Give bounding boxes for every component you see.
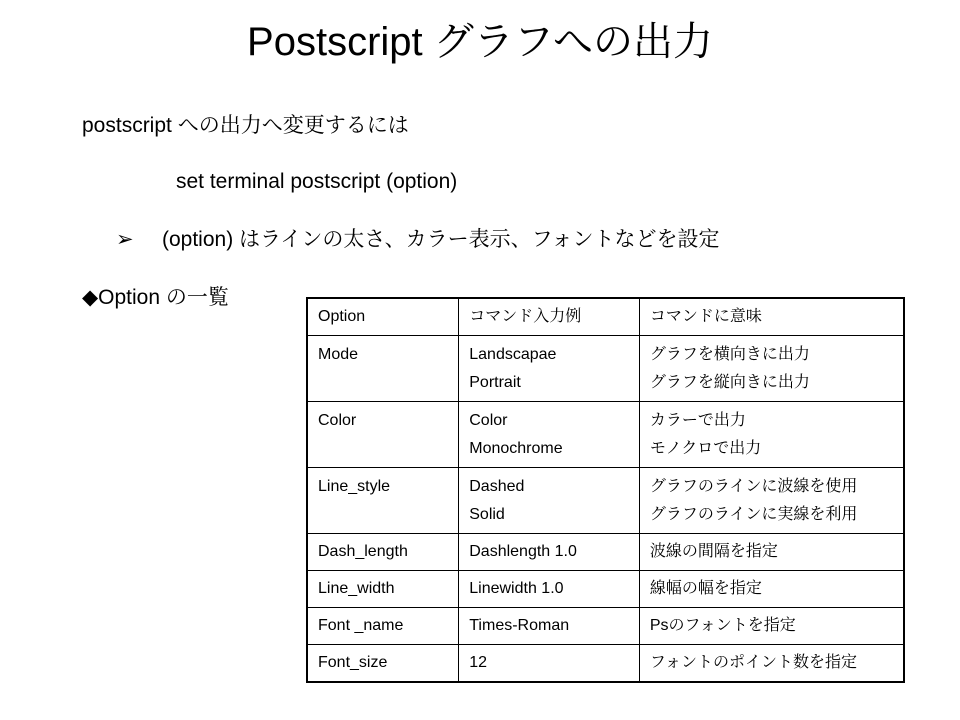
table-row [307, 645, 904, 683]
example-line: Monochrome [469, 440, 563, 457]
meaning-cell [639, 336, 904, 402]
table-row [307, 571, 904, 608]
table-row [307, 336, 904, 402]
example-cell: Times-Roman [459, 608, 640, 645]
meaning-line: グラフを縦向きに出力 [649, 374, 810, 391]
option-cell: Font_size [307, 645, 459, 683]
example-cell: Linewidth 1.0 [459, 571, 640, 608]
option-table [306, 297, 905, 683]
meaning-cell [639, 468, 904, 534]
table-row [307, 402, 904, 468]
table-header-row [307, 298, 904, 336]
meaning-cell: 線幅の幅を指定 [639, 571, 904, 608]
example-line: Portrait [469, 374, 521, 391]
meaning-cell: 波線の間隔を指定 [639, 534, 904, 571]
example-line: Dashed [469, 478, 525, 495]
arrow-bullet-icon: ➢ [116, 228, 134, 251]
meaning-line: グラフを横向きに出力 [649, 346, 810, 363]
meaning-line: グラフのラインに波線を使用 [649, 478, 858, 495]
table-row [307, 468, 904, 534]
example-line: Solid [469, 506, 505, 523]
option-cell: Line_style [307, 468, 459, 534]
table-row [307, 534, 904, 571]
header-cell-option: Option [307, 298, 459, 336]
example-cell [459, 468, 640, 534]
option-cell: Dash_length [307, 534, 459, 571]
bullet-text: (option) はラインの太さ、カラー表示、フォントなどを設定 [162, 228, 720, 251]
intro-text: postscript への出力へ変更するには [82, 114, 409, 137]
example-cell: Dashlength 1.0 [459, 534, 640, 571]
bullet-item [116, 226, 720, 254]
meaning-cell: Psのフォントを指定 [639, 608, 904, 645]
table-row [307, 608, 904, 645]
command-example: set terminal postscript (option) [176, 170, 458, 193]
meaning-line: グラフのラインに実線を利用 [649, 506, 858, 523]
header-cell-meaning: コマンドに意味 [639, 298, 904, 336]
example-cell [459, 402, 640, 468]
meaning-cell [639, 402, 904, 468]
option-cell: Mode [307, 336, 459, 402]
page-title: Postscript グラフへの出力 [247, 20, 713, 64]
meaning-line: カラーで出力 [649, 412, 746, 429]
example-line: Landscapae [469, 346, 557, 363]
option-list-title: ◆Option の一覧 [82, 286, 229, 309]
meaning-cell: フォントのポイント数を指定 [639, 645, 904, 683]
example-cell: 12 [459, 645, 640, 683]
header-cell-example: コマンド入力例 [459, 298, 640, 336]
option-cell: Color [307, 402, 459, 468]
option-cell: Font _name [307, 608, 459, 645]
option-cell: Line_width [307, 571, 459, 608]
example-cell [459, 336, 640, 402]
meaning-line: モノクロで出力 [649, 440, 762, 457]
example-line: Color [469, 412, 508, 429]
